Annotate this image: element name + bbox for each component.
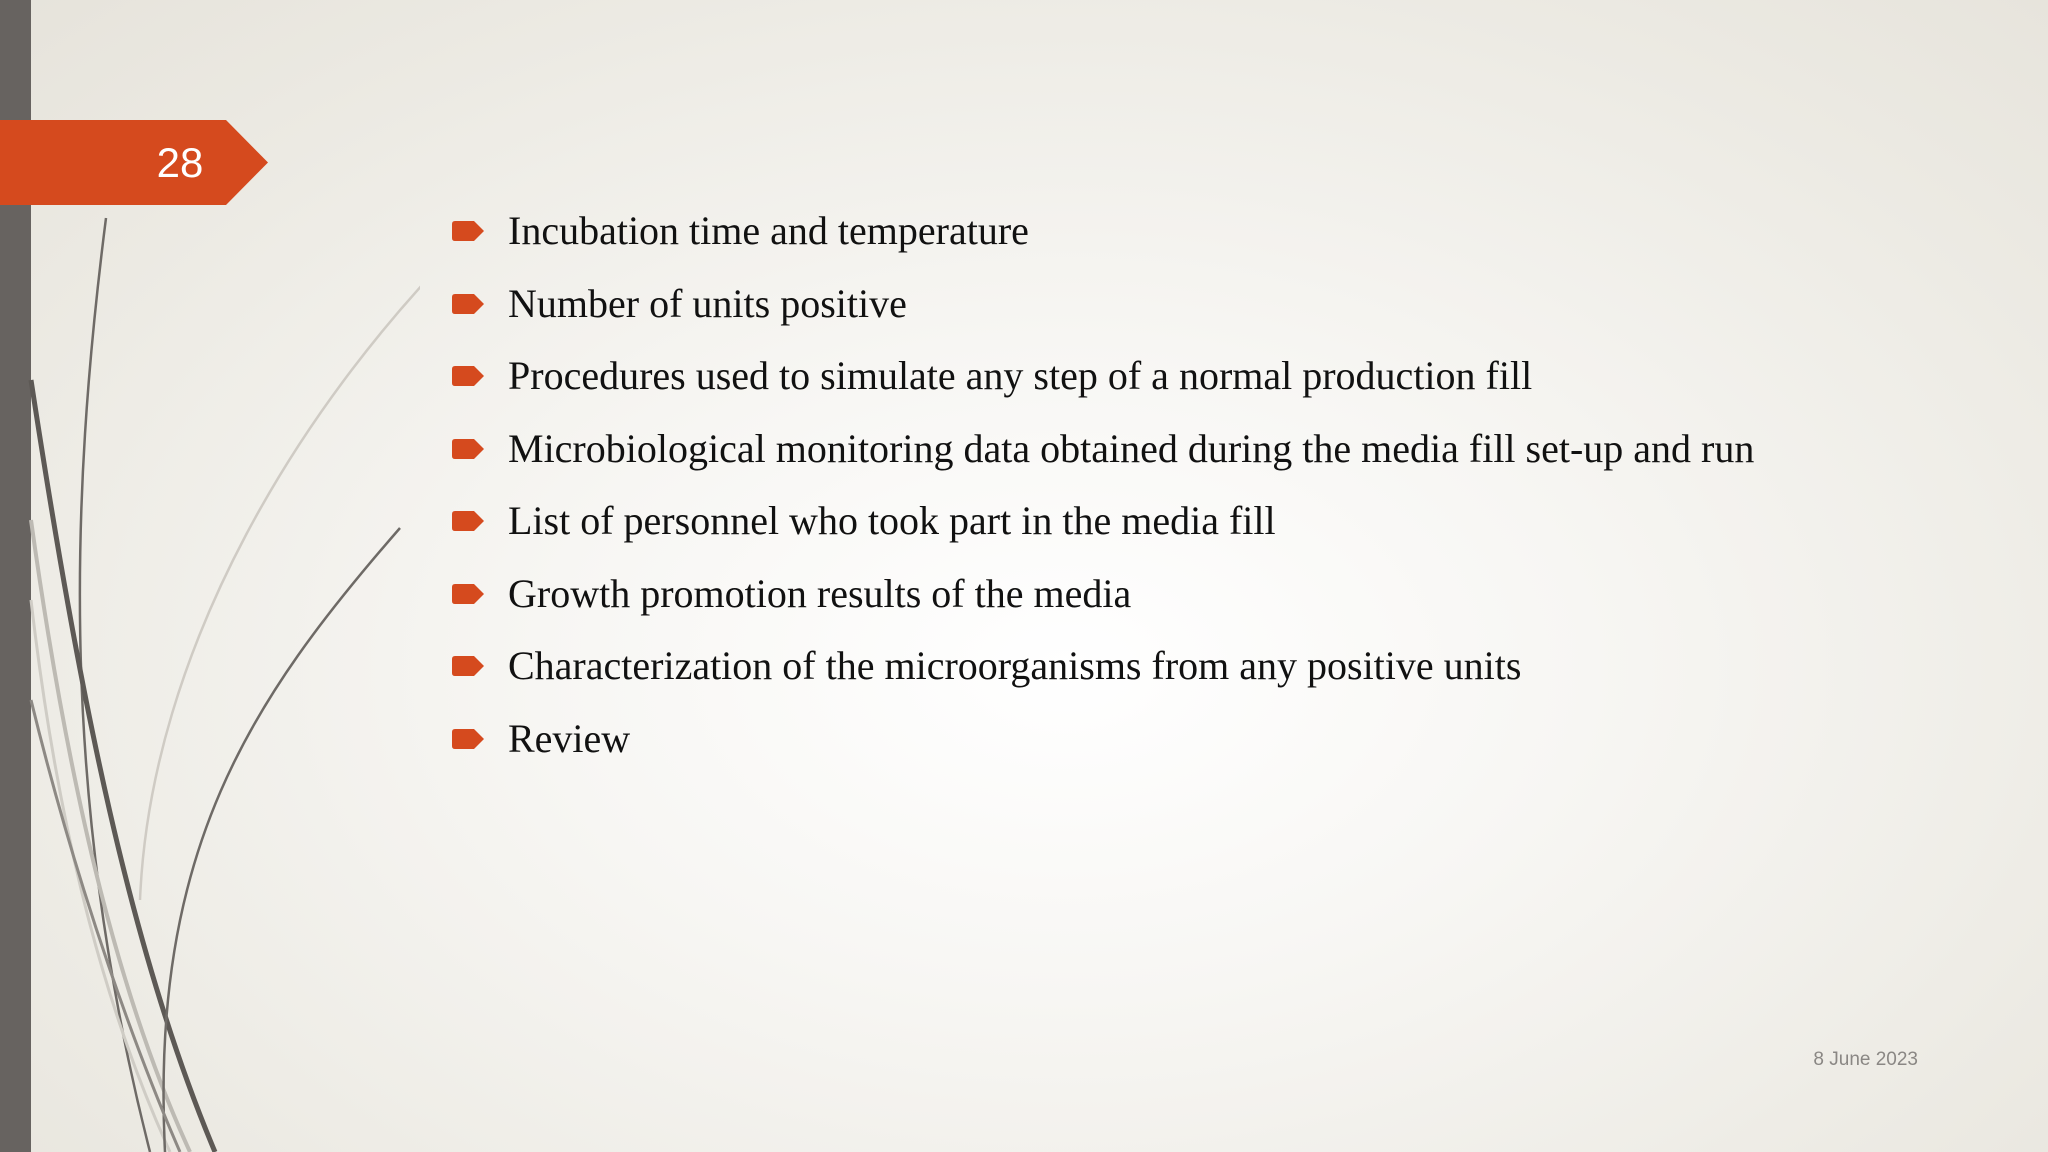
arrow-bullet-icon [452, 511, 484, 531]
bullet-text: Growth promotion results of the media [508, 570, 1132, 616]
bullet-text: Characterization of the microorganisms from any positive units [508, 643, 1522, 689]
bullet-item [452, 703, 1754, 776]
slide-date: 8 June 2023 [1813, 1049, 1918, 1070]
bullet-text: Microbiological monitoring data obtained during the media fill set-up and run [508, 425, 1755, 471]
arrow-bullet-icon [452, 366, 484, 386]
bullet-item [452, 268, 1754, 341]
slide-number: 28 [156, 139, 204, 186]
bullet-item [452, 195, 1754, 268]
arrow-bullet-icon [452, 439, 484, 459]
bullet-item [452, 413, 1754, 486]
bullet-text: Incubation time and temperature [508, 208, 1029, 254]
arrow-bullet-icon [452, 221, 484, 241]
bullet-item [452, 558, 1754, 631]
arrow-bullet-icon [452, 729, 484, 749]
bullet-item [452, 485, 1754, 558]
bullet-item [452, 630, 1754, 703]
arrow-bullet-icon [452, 584, 484, 604]
bullet-item [452, 340, 1754, 413]
arrow-bullet-icon [452, 294, 484, 314]
bullet-text: Procedures used to simulate any step of a normal production fill [508, 353, 1533, 399]
bullet-text: Number of units positive [508, 280, 907, 326]
bullet-list [452, 195, 1754, 775]
bullet-text: Review [508, 715, 631, 761]
bullet-text: List of personnel who took part in the media fill [508, 498, 1276, 544]
arrow-bullet-icon [452, 656, 484, 676]
